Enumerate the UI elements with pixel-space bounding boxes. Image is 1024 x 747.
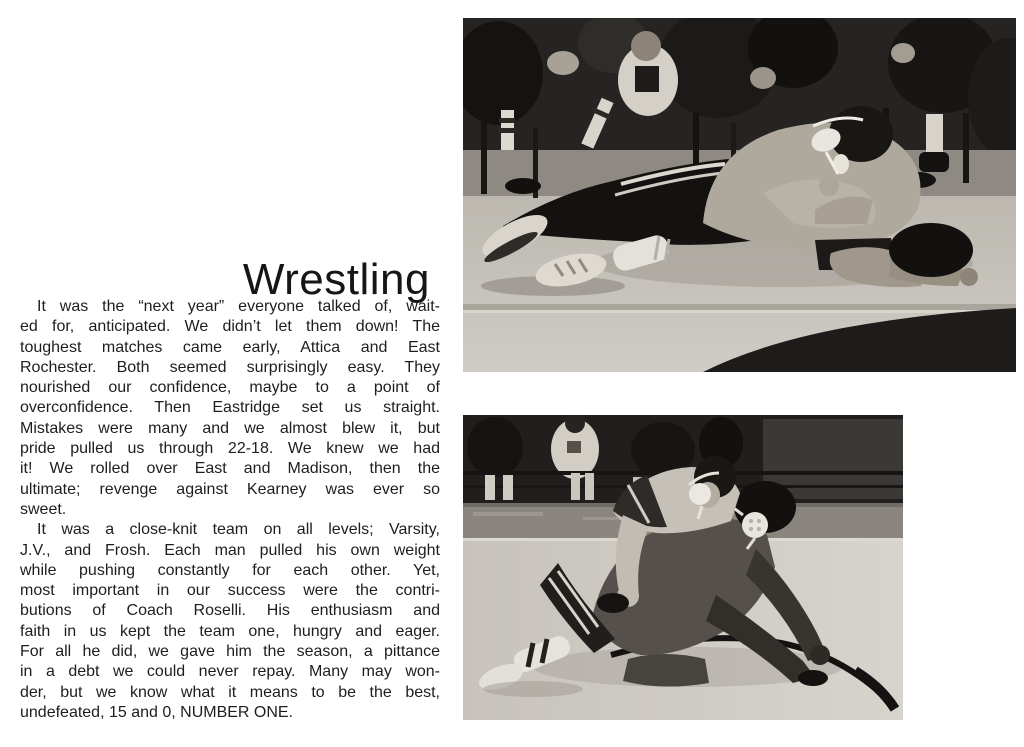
text-line: nourished our confidence, maybe to a point of xyxy=(20,379,440,397)
text-line: For all he did, we gave him the season, a pittance xyxy=(20,643,440,661)
text-line: most important in our success were the contri- xyxy=(20,582,440,600)
text-line: sweet. xyxy=(20,500,67,518)
text-line: butions of Coach Roselli. His enthusiasm and xyxy=(20,602,440,620)
photo-wrestling-ride xyxy=(463,415,903,720)
text-line: faith in us kept the team one, hungry and eager. xyxy=(20,622,440,640)
text-line: ed for, anticipated. We didn’t let them down! The xyxy=(20,318,440,336)
text-line: J.V., and Frosh. Each man pulled his own weight xyxy=(20,541,440,559)
text-line: pride pulled us through 22-18. We knew we had xyxy=(20,440,440,458)
text-line: It was the “next year” everyone talked of, wait- xyxy=(37,298,440,315)
text-line: der, but we know what it means to be the best, xyxy=(20,683,440,701)
text-line: in a debt we could never repay. Many may won- xyxy=(20,663,440,681)
text-line: toughest matches came early, Attica and East xyxy=(20,338,440,356)
photo-wrestling-pin xyxy=(463,18,1016,372)
text-line: undefeated, 15 and 0, NUMBER ONE. xyxy=(20,703,294,721)
page-title: Wrestling xyxy=(242,255,430,305)
text-line: overconfidence. Then Eastridge set us straight. xyxy=(20,399,440,417)
text-line: it! We rolled over East and Madison, then the xyxy=(20,460,440,478)
text-line: It was a close-knit team on all levels; Varsity, xyxy=(37,521,440,539)
text-line: ultimate; revenge against Kearney was ever so xyxy=(20,480,440,498)
text-line: Rochester. Both seemed surprisingly easy. They xyxy=(20,358,440,376)
text-line: while pushing constantly for each other. Yet, xyxy=(20,561,440,579)
text-line: Mistakes were many and we almost blew it, but xyxy=(20,419,440,437)
article-body xyxy=(20,297,440,723)
